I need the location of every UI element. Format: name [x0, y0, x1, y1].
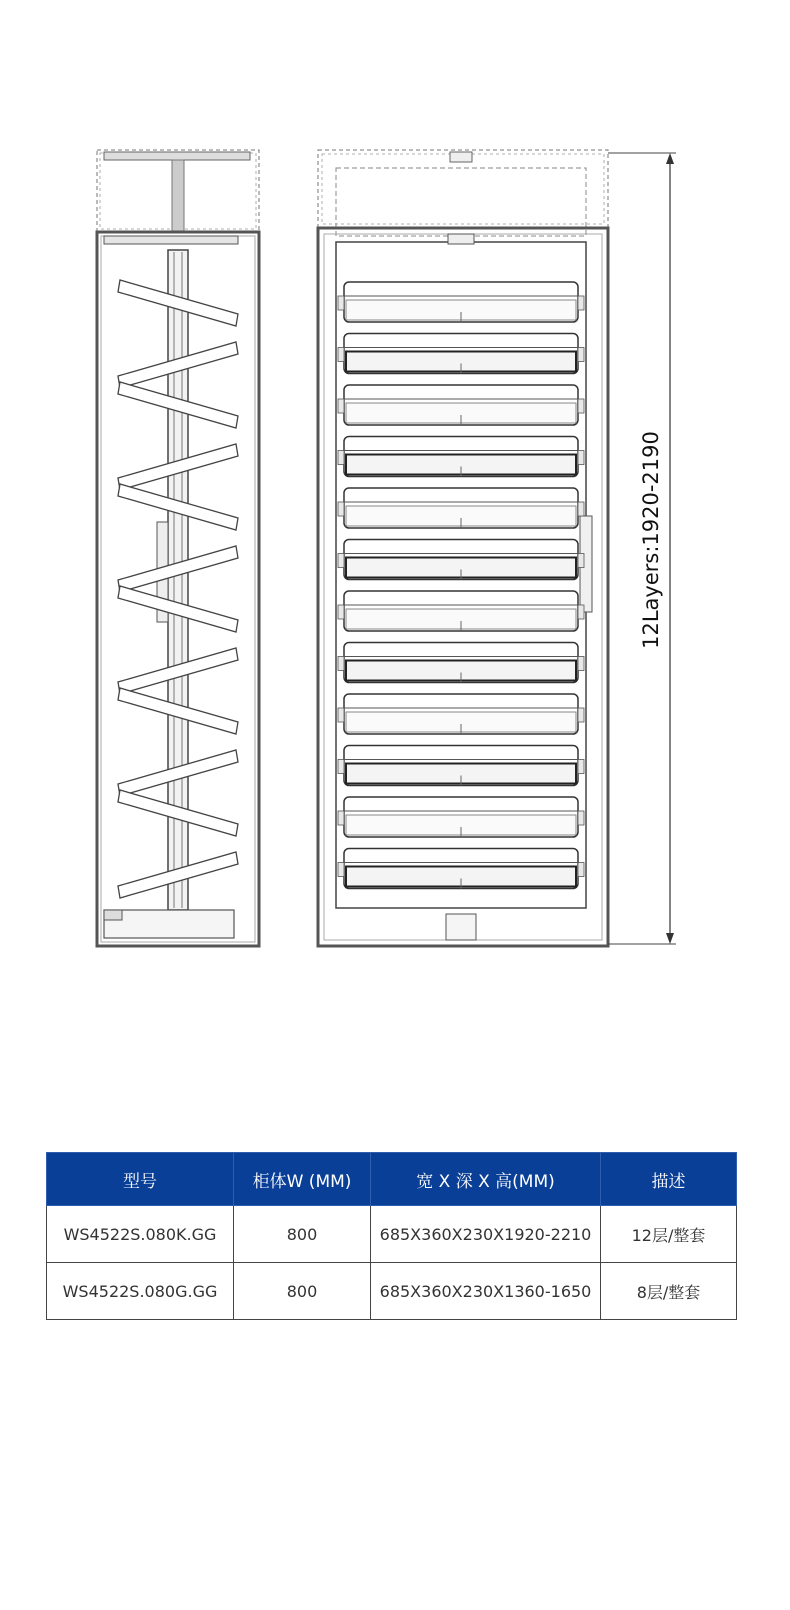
- cell-model: WS4522S.080G.GG: [47, 1263, 234, 1320]
- cell-model: WS4522S.080K.GG: [47, 1206, 234, 1263]
- front-basket: [338, 643, 584, 683]
- front-basket: [338, 540, 584, 580]
- header-dimensions: 宽 X 深 X 高(MM): [371, 1153, 601, 1206]
- front-view-baskets: [338, 282, 584, 889]
- side-view-upper-post: [172, 160, 184, 232]
- front-view-bottom-fitting: [446, 914, 476, 940]
- cell-dimensions: 685X360X230X1360-1650: [371, 1263, 601, 1320]
- cell-description: 12层/整套: [601, 1206, 737, 1263]
- cell-cabinet-width: 800: [234, 1263, 371, 1320]
- front-view: [318, 150, 608, 946]
- table-row: [47, 1263, 737, 1320]
- spec-table-header-row: [47, 1153, 737, 1206]
- front-basket: [338, 282, 584, 322]
- cell-description: 8层/整套: [601, 1263, 737, 1320]
- front-basket: [338, 437, 584, 477]
- spec-table: [46, 1152, 737, 1320]
- table-row: [47, 1206, 737, 1263]
- side-view-base: [104, 910, 234, 938]
- header-cabinet-width: 柜体W (MM): [234, 1153, 371, 1206]
- cell-dimensions: 685X360X230X1920-2210: [371, 1206, 601, 1263]
- front-basket: [338, 797, 584, 837]
- side-view-upper-bracket: [104, 152, 250, 160]
- front-view-upper-frame: [336, 168, 586, 236]
- side-view: [97, 150, 259, 946]
- cell-cabinet-width: 800: [234, 1206, 371, 1263]
- front-basket: [338, 334, 584, 374]
- front-basket: [338, 746, 584, 786]
- front-basket: [338, 488, 584, 528]
- front-basket: [338, 849, 584, 889]
- header-description: 描述: [601, 1153, 737, 1206]
- height-dimension-label: 12Layers:1920-2190: [639, 431, 663, 649]
- side-view-top-bracket: [104, 236, 238, 244]
- front-basket: [338, 694, 584, 734]
- front-basket: [338, 591, 584, 631]
- front-basket: [338, 385, 584, 425]
- height-dimension: [608, 153, 676, 944]
- header-model: 型号: [47, 1153, 234, 1206]
